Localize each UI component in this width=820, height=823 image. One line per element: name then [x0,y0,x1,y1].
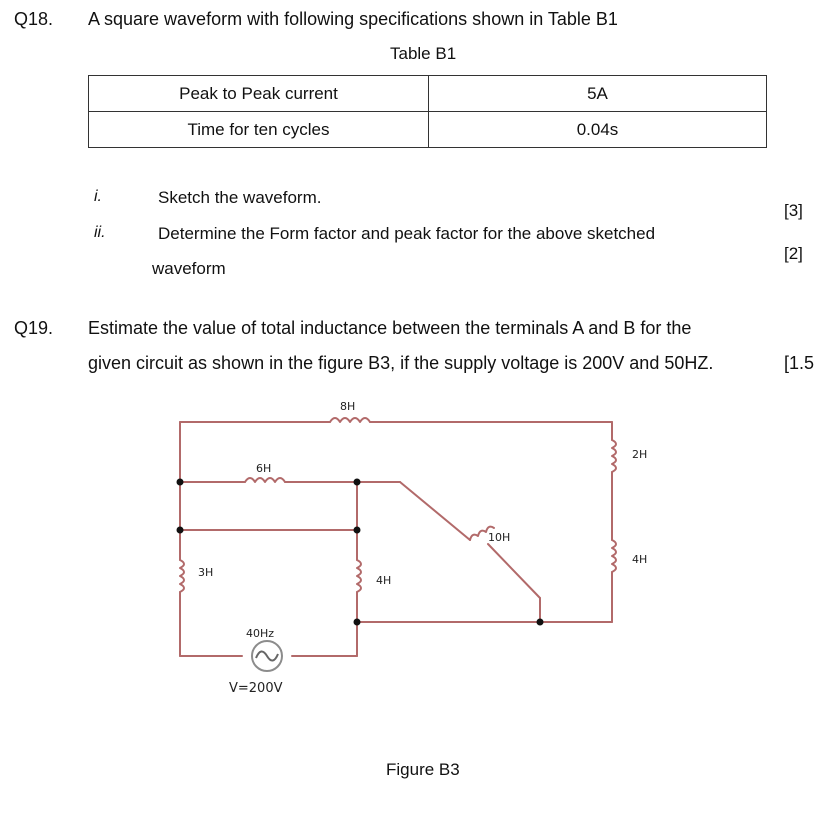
q19-line1: Estimate the value of total inductance between the terminals A and B for the [88,318,692,338]
item-i-number: i. [94,188,102,205]
inductor-4h-right [612,540,616,572]
ac-source [252,641,282,671]
table-cell-label: Time for ten cycles [89,112,429,148]
label-4h-right: 4H [632,553,648,566]
table-cell-value: 5A [429,76,767,112]
figure-caption: Figure B3 [386,760,460,779]
item-ii-text: Determine the Form factor and peak factor for the above sketched [158,224,656,243]
label-4h-middle: 4H [376,574,392,587]
item-i-marks: [3] [784,201,803,220]
label-2h: 2H [632,448,648,461]
item-ii-marks: [2] [784,244,803,263]
table-cell-value: 0.04s [429,112,767,148]
circuit-wires [180,418,616,656]
inductor-6h [245,478,285,482]
item-ii-number: ii. [94,224,106,241]
label-6h: 6H [256,462,272,475]
q19-line2: given circuit as shown in the figure B3, if the supply voltage is 200V and 50HZ. [88,353,714,373]
table-caption: Table B1 [390,44,457,63]
table-cell-label: Peak to Peak current [89,76,429,112]
label-3h: 3H [198,566,214,579]
q19-marks: [1.5 [784,353,815,373]
junction-nodes [177,479,544,626]
label-8h: 8H [340,400,356,413]
item-i-text: Sketch the waveform. [158,188,322,207]
q18-number: Q18. [14,9,54,29]
label-10h: 10H [488,531,511,544]
inductor-2h [612,440,616,472]
inductor-3h [180,560,184,592]
inductor-8h [330,418,370,422]
q18-text: A square waveform with following specifications shown in Table B1 [88,9,618,29]
label-frequency: 40Hz [246,627,275,640]
q19-number: Q19. [14,318,54,338]
label-voltage: V=200V [229,681,283,696]
inductor-4h-middle [357,560,361,592]
item-ii-text-cont: waveform [152,259,226,278]
